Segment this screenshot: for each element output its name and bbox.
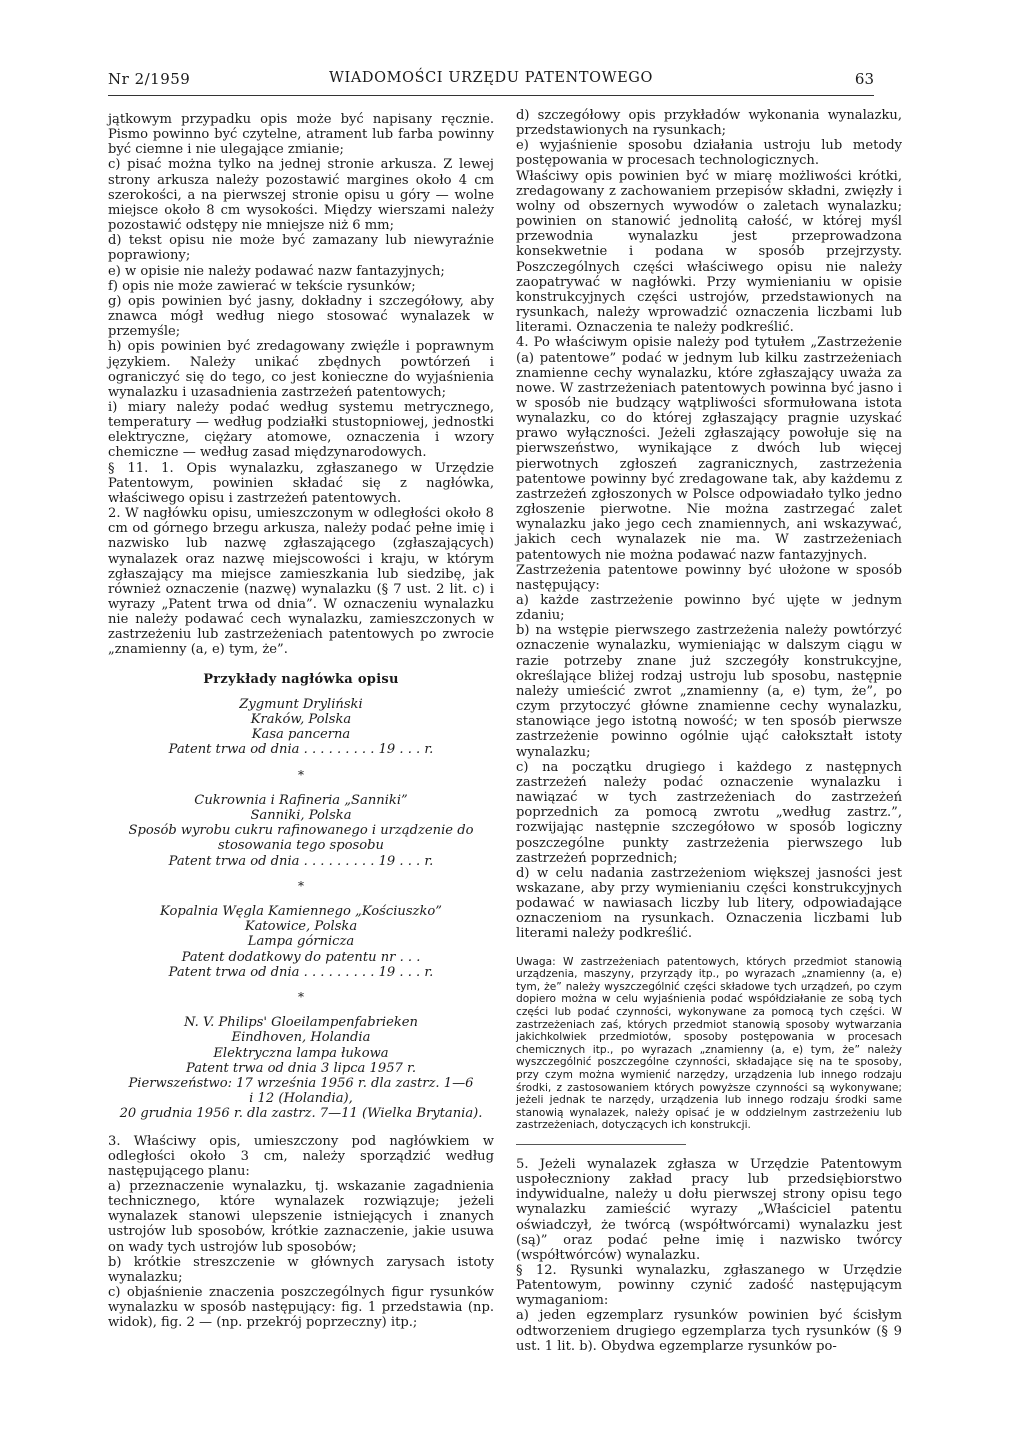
paragraph: e) w opisie nie należy podawać nazw fantazyjnych; [108, 263, 445, 279]
example-line: Patent dodatkowy do patentu nr . . . [181, 949, 421, 965]
example-line: 20 grudnia 1956 r. dla zastrz. 7—11 (Wielka Brytania). [119, 1106, 483, 1122]
paragraph: d) w celu nadania zastrzeżeniom większej jasności jest wskazane, aby przy wymienianiu części konstrukcyjnych podawać w nawiasach liczby lub litery, odpowiadające oznaczeniom na rysunkach. Oznaczenia liczbami lub literami należy podkreślić. [516, 865, 902, 942]
separator-star: * [298, 767, 304, 782]
example-header [108, 793, 494, 869]
example-line: Cukrownia i Rafineria „Sanniki” [194, 792, 408, 808]
example-line: Kraków, Polska [250, 711, 352, 727]
paragraph: 3. Właściwy opis, umieszczony pod nagłówkiem w odległości około 3 cm, należy sporządzić według następującego planu: [108, 1133, 494, 1179]
right-column [516, 108, 902, 1354]
example-line: Patent trwa od dnia 3 lipca 1957 r. [185, 1060, 416, 1076]
example-line: Pierwszeństwo: 17 września 1956 r. dla zastrz. 1—6 [128, 1075, 474, 1091]
example-header [108, 697, 494, 758]
example-line: Patent trwa od dnia . . . . . . . . . 19 . . . r. [168, 964, 434, 980]
paragraph: Właściwy opis powinien być w miarę możliwości krótki, zredagowany z zachowaniem przepisów składni, zwięzły i wolny od obszernych wywodów o zaletach wynalazku; powinien on stanowić jednolitą całość, w której myśl przewodnia wynalazku jest przeprowadzona konsekwetnie i podana w sposób przejrzysty. Poszczególnych części właściwego opisu nie należy zaopatrywać w nagłówki. Przy wymienianiu w opisie konstrukcyjnych części ustrojów, przedstawionych na rysunkach, należy wprowadzić oznaczenia liczbami lub literami. Oznaczenia te należy podkreślić. [516, 168, 902, 336]
paragraph: f) opis nie może zawierać w tekście rysunków; [108, 278, 416, 294]
journal-title: WIADOMOŚCI URZĘDU PATENTOWEGO [329, 70, 653, 86]
separator-star: * [298, 878, 304, 893]
paragraph: d) szczegółowy opis przykładów wykonania wynalazku, przedstawionych na rysunkach; [516, 108, 902, 139]
header-rule [108, 95, 874, 96]
paragraph: jątkowym przypadku opis może być napisany ręcznie. Pismo powinno być czytelne, atrament lub farba powinny być ciemne i nie ulegające zmianie; [108, 112, 494, 158]
example-line: Sanniki, Polska [250, 807, 352, 823]
page-number: 63 [854, 70, 874, 88]
paragraph: § 11. 1. Opis wynalazku, zgłaszanego w Urzędzie Patentowym, powinien składać się z nagłówka, właściwego opisu i zastrzeżeń patentowych. [108, 460, 494, 506]
paragraph: b) na wstępie pierwszego zastrzeżenia należy powtórzyć oznaczenie wynalazku, wymieniając w dalszym ciągu w razie potrzeby znane już szczegóły konstrukcyjne, określające bliżej rodzaj ustroju lub sposobu, następnie należy umieścić zwrot „znamienny (a, e) tym, że”, po czym przytoczyć główne znamienne cechy wynalazku, stanowiące jego istotną nowość; w ten sposób pierwsze zastrzeżenie powinno ogólnie ująć całokształt istoty wynalazku; [516, 623, 902, 760]
example-line: stosowania tego sposobu [218, 838, 384, 854]
paragraph: c) na początku drugiego i każdego z następnych zastrzeżeń należy podać oznaczenie wynalazku i nawiązać w tych zastrzeżeniach do zastrzeżeń poprzednich za pomocą zwrotu „według zastrz.”, rozwijając następnie szczegółowo w sposób logiczny poszczególne punkty zastrzeżenia pierwszego lub zastrzeżeń poprzednich; [516, 759, 902, 866]
paragraph: 2. W nagłówku opisu, umieszczonym w odległości około 8 cm od górnego brzegu arkusza, należy podać pełne imię i nazwisko lub nazwę zgłaszającego (zgłaszających) wynalazek oraz nazwę miejscowości i kraju, w którym zgłaszający ma miejsce zamieszkania lub siedzibę, jak również oznaczenie (nazwę) wynalazku (§ 7 ust. 2 lit. c) i wyrazy „Patent trwa od dnia”. W oznaczeniu wynalazku nie należy podawać cech wynalazku, zamieszczonych w zastrzeżeniu lub zastrzeżeniach patentowych po zwrocie „znamienny (a, e) tym, że”. [108, 506, 494, 658]
paragraph: d) tekst opisu nie może być zamazany lub niewyraźnie poprawiony; [108, 233, 494, 264]
example-line: Kopalnia Węgla Kamiennego „Kościuszko” [160, 903, 442, 919]
paragraph: § 12. Rysunki wynalazku, zgłaszanego w Urzędzie Patentowym, powinny czynić zadość następującym wymaganiom: [516, 1263, 902, 1309]
paragraph: Zastrzeżenia patentowe powinny być ułożone w sposób następujący: [516, 562, 902, 593]
paragraph: e) wyjaśnienie sposobu działania ustroju lub metody postępowania w procesach technologicznych. [516, 138, 902, 169]
example-line: Sposób wyrobu cukru rafinowanego i urządzenie do [128, 823, 474, 839]
paragraph: h) opis powinien być zredagowany zwięźle i poprawnym językiem. Należy unikać zbędnych powtórzeń i ograniczyć się do tego, co jest konieczne do wyjaśnienia wynalazku i uzasadnienia zastrzeżeń patentowych; [108, 339, 494, 400]
paragraph: g) opis powinien być jasny, dokładny i szczegółowy, aby znawca mógł według niego stosować wynalazek w przemyśle; [108, 293, 494, 340]
example-line: Patent trwa od dnia . . . . . . . . . 19 . . . r. [168, 742, 434, 758]
paragraph: a) jeden egzemplarz rysunków powinien być ścisłym odtworzeniem drugiego egzemplarza tych rysunków (§ 9 ust. 1 lit. b). Obydwa egzemplarze rysunków po- [516, 1308, 902, 1354]
example-line: Elektryczna lampa łukowa [213, 1045, 389, 1061]
running-header [108, 70, 874, 92]
example-line: Kasa pancerna [251, 727, 351, 743]
paragraph: a) każde zastrzeżenie powinno być ujęte w jednym zdaniu; [516, 593, 902, 624]
paragraph: a) przeznaczenie wynalazku, tj. wskazanie zagadnienia technicznego, które wynalazek rozwiązuje; jeżeli wynalazek stanowi ulepszenie istniejących i znanych ustrojów lub sposobów, krótkie zaznaczenie, jakie usuwa on wady tych ustrojów lub sposobów; [108, 1178, 494, 1255]
example-line: Patent trwa od dnia . . . . . . . . . 19 . . . r. [168, 853, 434, 869]
issue-number: Nr 2/1959 [108, 70, 191, 88]
example-header [108, 904, 494, 980]
paragraph: i) miary należy podać według systemu metrycznego, temperatury — według podziałki stustopniowej, jednostki elektryczne, ciężary atomowe, oznaczenia i wzory chemiczne — według zasad międzynarodowych. [108, 399, 494, 461]
example-line: Zygmunt Dryliński [239, 696, 363, 712]
example-line: Lampa górnicza [247, 934, 355, 950]
paragraph: 5. Jeżeli wynalazek zgłasza w Urzędzie Patentowym uspołeczniony zakład pracy lub przedsiębiorstwo indywidualne, należy u dołu pierwszej strony opisu tego wynalazku zamieścić wyrazy „Właściciel patentu oświadczył, że twórcą (współtwórcami) wynalazku jest (są)” oraz podać pełne imię i nazwisko twórcy (współtwórców) wynalazku. [516, 1156, 902, 1263]
left-column [108, 112, 494, 1331]
paragraph: b) krótkie streszczenie w głównych zarysach istoty wynalazku; [108, 1254, 494, 1285]
separator-star: * [298, 989, 304, 1004]
example-line: i 12 (Holandia), [249, 1091, 353, 1107]
paragraph: c) objaśnienie znaczenia poszczególnych figur rysunków wynalazku w sposób następujący: fig. 1 przedstawia (np. widok), fig. 2 — (np. przekrój poprzeczny) itp.; [108, 1285, 494, 1331]
example-header [108, 1015, 494, 1121]
note-divider [516, 1144, 686, 1145]
paragraph: c) pisać można tylko na jednej stronie arkusza. Z lewej strony arkusza należy pozostawić margines około 4 cm szerokości, a na pierwszej stronie opisu u góry — wolne miejsce około 8 cm wysokości. Między wierszami należy pozostawić odstępy nie mniejsze niż 6 mm; [108, 157, 494, 234]
example-line: N. V. Philips' Gloeilampenfabrieken [184, 1015, 418, 1031]
example-line: Eindhoven, Holandia [231, 1030, 371, 1046]
paragraph: 4. Po właściwym opisie należy pod tytułem „Zastrzeżenie (a) patentowe” podać w jednym lub kilku zastrzeżeniach znamienne cechy wynalazku, które zgłaszający uważa za nowe. W zastrzeżeniach patentowych powinna być jasno i w sposób nie budzący wątpliwości sformułowana istota wynalazku, co do której zgłaszający pragnie uzyskać prawo wyłączności. Jeżeli zgłaszający powołuje się na pierwszeństwo, wynikające z dwóch lub więcej pierwotnych zgłoszeń zagranicznych, zastrzeżenia patentowe powinny być zredagowane tak, aby każdemu z zastrzeżeń zgłoszonych w Polsce odpowiadało tylko jedno zgłoszenie pierwotne. Nie można zastrzegać zalet wynalazku jako jego cech znamiennych, ani wskazywać, jakich cech wynalazek nie ma. W zastrzeżeniach patentowych nie można podawać nazw fantazyjnych. [516, 335, 902, 563]
examples-heading: Przykłady nagłówka opisu [203, 671, 399, 687]
note-block: Uwaga: W zastrzeżeniach patentowych, których przedmiot stanowią urządzenia, maszyny, przyrządy itp., po wyrazach „znamienny (a, e) tym, że” należy wyszczególnić części składowe tych urządzeń, po czym dopiero można w celu wyjaśnienia podać współdziałanie ze sobą tych części lub podać czynności, wykonywane za pomocą tych części. W zastrzeżeniach zaś, których przedmiot stanowią sposoby wytwarzania jakichkolwiek przedmiotów, sposoby postępowania w procesach chemicznych itp., po wyrazach „znamienny (a, e) tym, że” należy wyszczególnić poszczególne czynności, składające się na te sposoby, przy czym można wymienić narzędzy, urządzenia lub innego rodzaju środki, z zastosowaniem których powyższe czynności są wykonywane; jeżeli jednak te narzędy, urządzenia lub innego rodzaju środki same stanowią wynalazek, należy opisać je w oddzielnym zastrzeżeniu lub zastrzeżeniach, dotyczących ich konstrukcji. [516, 955, 902, 1132]
example-line: Katowice, Polska [244, 919, 358, 935]
